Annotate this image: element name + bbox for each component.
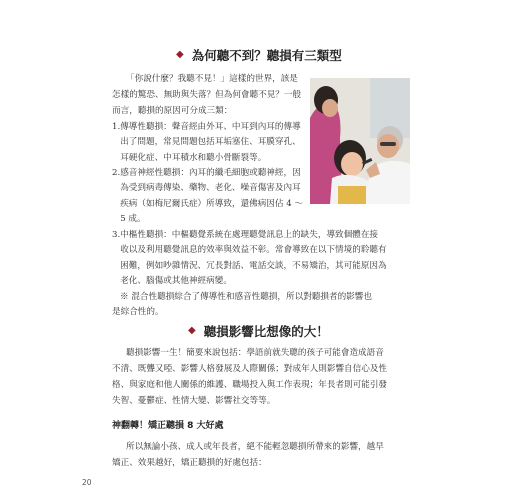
section-heading-text: 聽損影響比想像的大！: [203, 324, 329, 339]
list-text: 感音神經性聽損：內耳的纖毛細胞或聽神經，因 為受到病毒傳染、藥物、老化、噪音傷害及內耳 疾病（如梅尼爾氏症）所導致，還佛病因佔 4 ～ 5 成。: [120, 168, 304, 225]
list-number: 2.: [112, 168, 121, 178]
intro-line: 「你說什麼？我聽不見！」這樣的世界，該是: [126, 74, 298, 84]
section-heading-text: 為何聽不到？聽損有三類型: [191, 48, 342, 63]
impact-paragraph-line: 失智、憂鬱症、性情大變、影響社交等等。: [112, 396, 276, 406]
intro-line: 怎樣的驚恐、無助與失落？但為何會聽不見？一般: [112, 90, 302, 100]
mixed-hearing-loss-note: ※ 混合性聽損綜合了傳導性和感音性聽損，所以對聽損者的影響也: [120, 292, 372, 302]
mixed-hearing-loss-note: 是綜合性的。: [112, 307, 164, 317]
intro-line: 而言，聽損的原因可分成三類：: [112, 106, 233, 116]
list-number: 3.: [112, 230, 121, 240]
impact-paragraph-line: 不清、既聾又啞、影響人格發展及人際關係；對成年人則影響自信心及性: [112, 364, 388, 374]
subheading-benefits: 神翻轉！矯正聽損 8 大好處: [112, 421, 224, 431]
section-heading-hearing-loss-impact: [188, 322, 329, 340]
list-text: 傳導性聽損：聲音經由外耳、中耳到內耳的傳導 出了問題，常見問題包括耳垢塞住、耳膜穿孔、 耳硬化症、中耳積水和聽小骨斷裂等。: [120, 122, 301, 163]
ear-exam-photo: [310, 78, 410, 204]
page-number: 20: [82, 478, 92, 487]
list-number: 1.: [112, 122, 121, 132]
list-text: 中樞性聽損：中樞聽覺系統在處理聽覺訊息上的缺失，導致個體在接 收以及利用聽覺訊息的效率與效益不彰。常會導致在以下情境的聆聽有 困難，例如吵雜情況、冗長對話、電話交談，不易矯治，其可能原因為 老化、腦傷或其他神經病變。: [120, 230, 387, 287]
list-item-sensorineural: [112, 166, 308, 228]
section-heading-hearing-loss-types: [176, 46, 342, 64]
diamond-bullet-icon: ◆: [188, 325, 196, 336]
list-item-central: [112, 228, 408, 290]
ear-exam-illustration: [310, 78, 410, 204]
list-item-conductive: [112, 120, 308, 166]
benefits-paragraph-line: 所以無論小孩、成人或年長者，絕不能輕忽聽損所帶來的影響，越早: [126, 442, 384, 452]
benefits-paragraph-line: 矯正、效果越好，矯正聽損的好處包括：: [112, 458, 267, 468]
impact-paragraph-line: 聽損影響一生！簡要來說包括：學語前就失聰的孩子可能會造成語音: [126, 348, 384, 358]
impact-paragraph-line: 格、與家庭和他人關係的維護、職場投入與工作表現；年長者則可能引發: [112, 380, 388, 390]
diamond-bullet-icon: ◆: [176, 49, 184, 60]
